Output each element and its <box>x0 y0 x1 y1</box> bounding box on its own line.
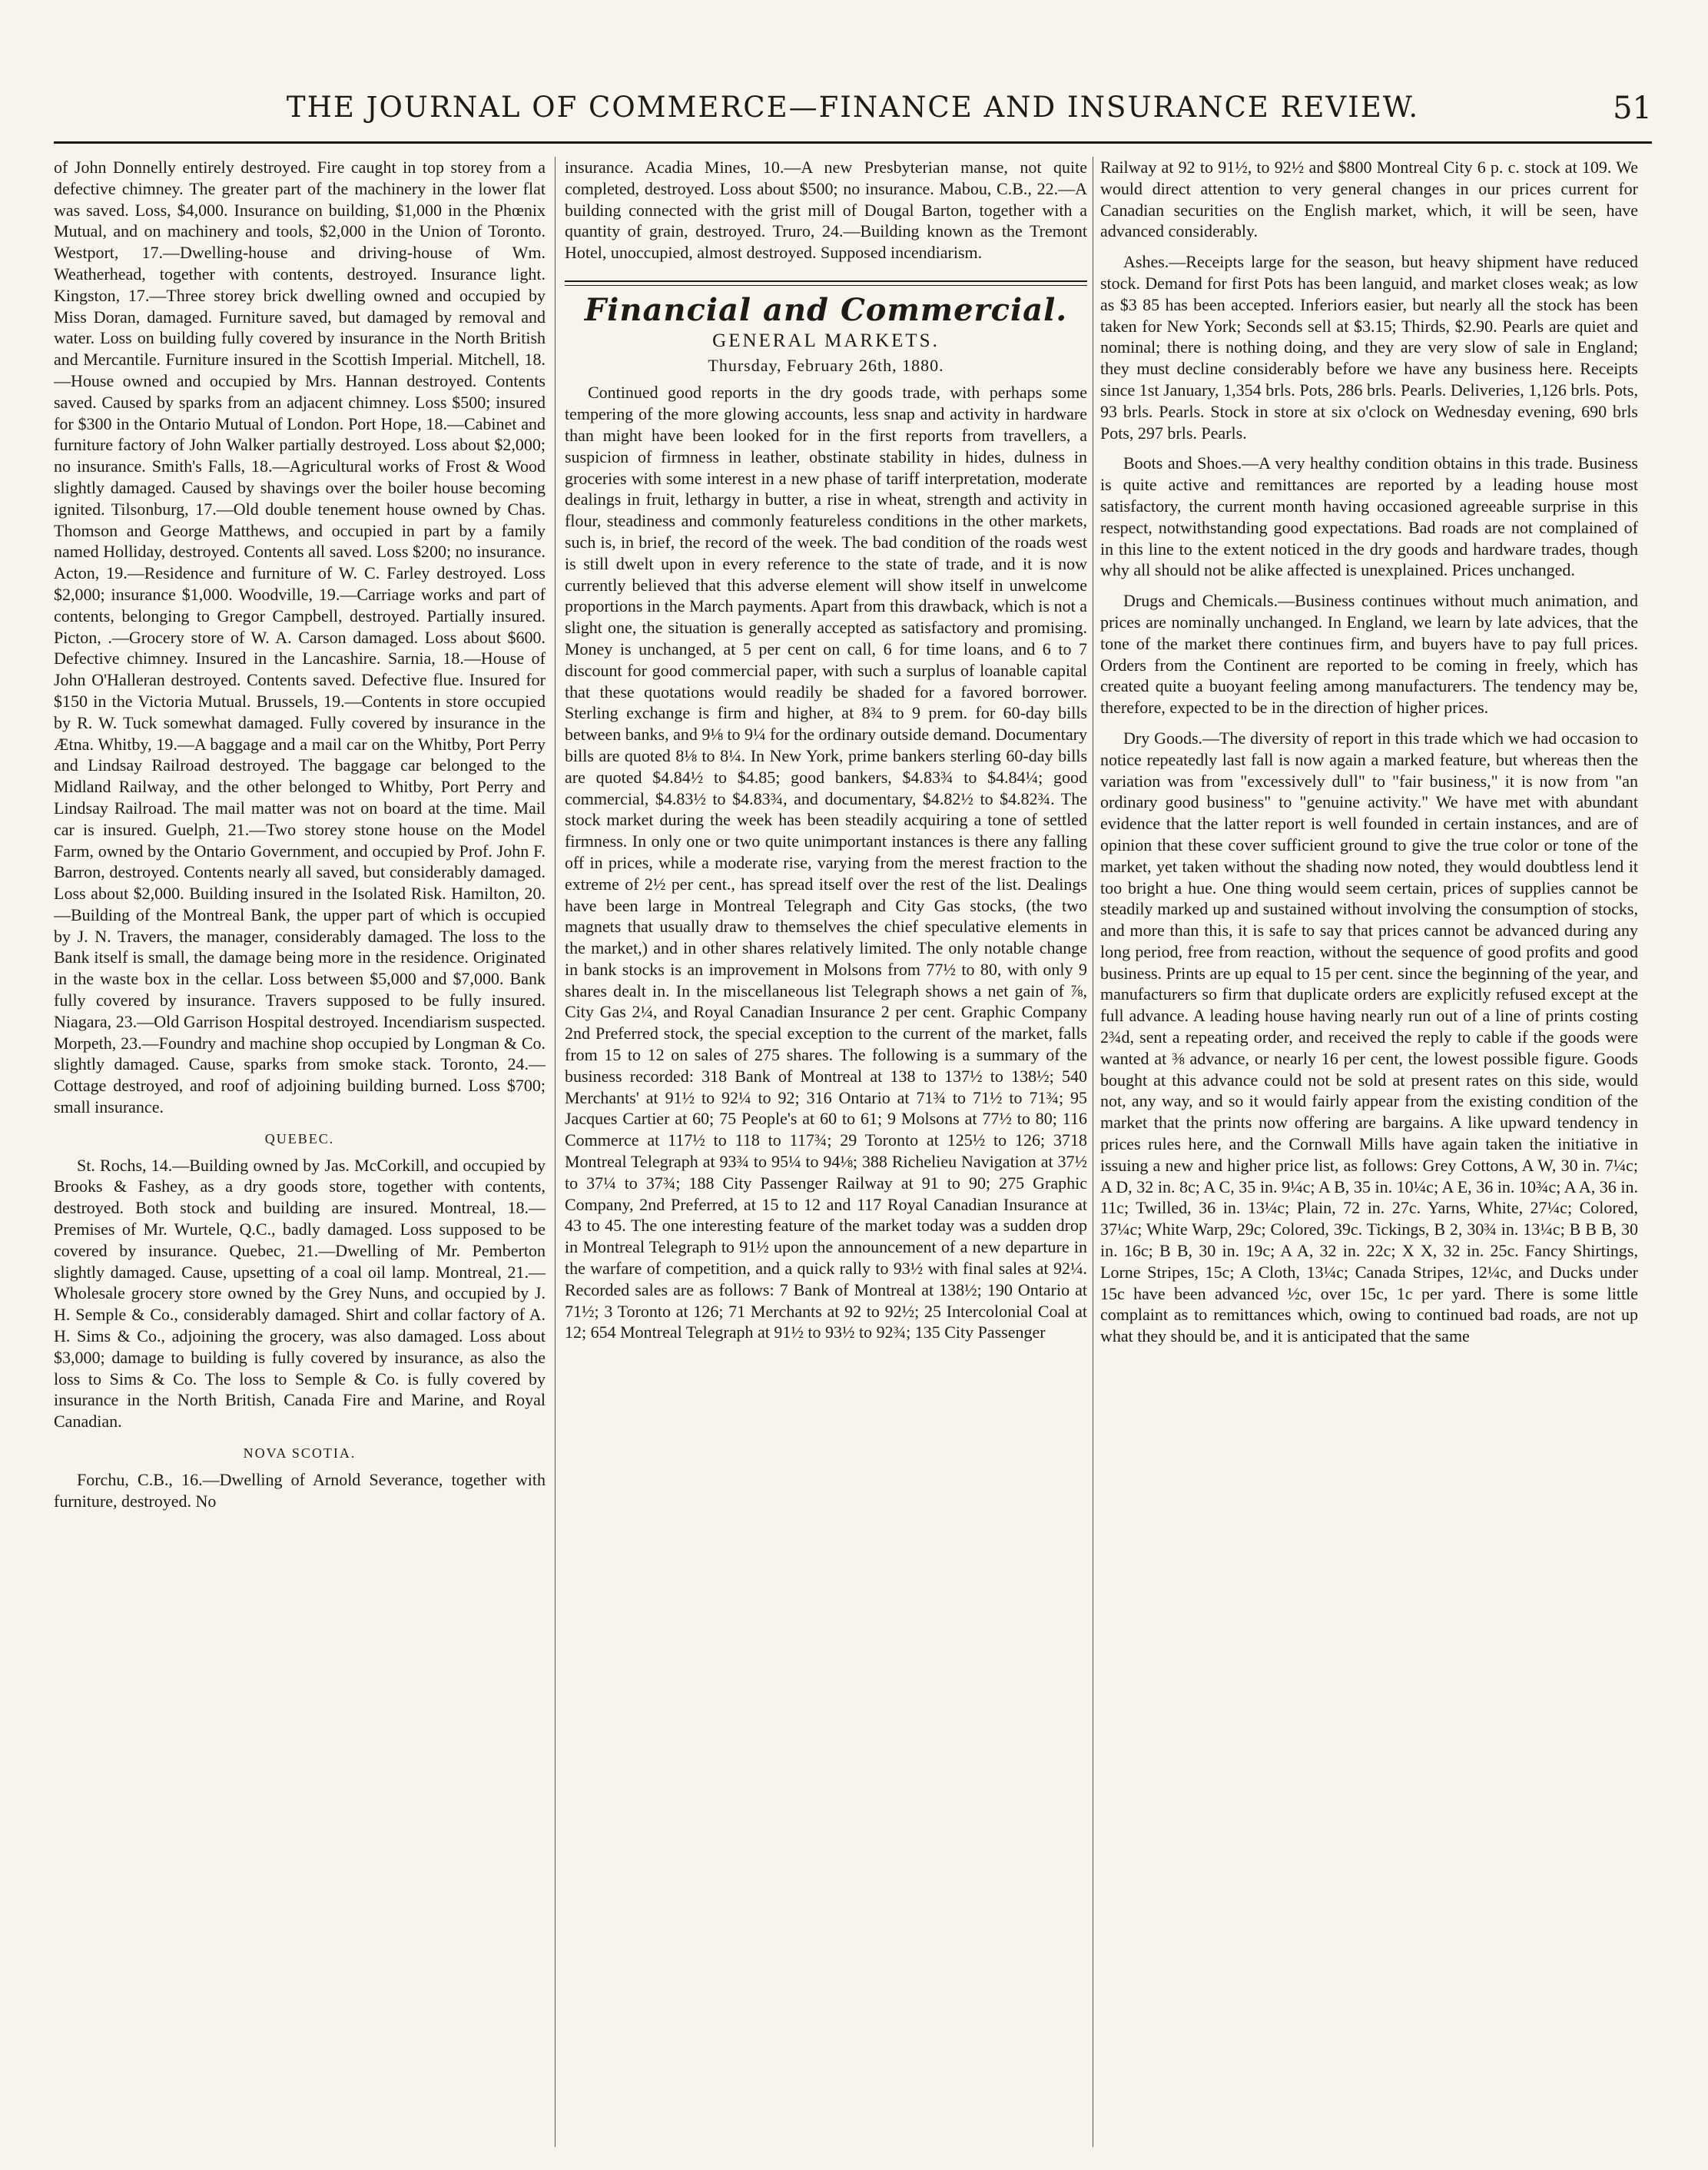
page-number: 51 <box>1613 91 1652 126</box>
fire-reports-ontario: of John Donnelly entirely destroyed. Fire caught in top storey from a defective chimney. The greater part of the machinery in the lower flat was saved. Loss, $4,000. Insurance on building, $1,000 in the Phœnix Mutual, and on machinery and tools, $2,000 in the Union of Toronto. Westport, 17.—Dwelling-house and driving-house of Wm. Weatherhead, together with contents, destroyed. Insurance light. Kingston, 17.—Three storey brick dwelling owned and occupied by Miss Doran, damaged. Furniture saved, but damaged by removal and water. Loss on building fully covered by insurance in the North British and Mercantile. Furniture insured in the Scottish Imperial. Mitchell, 18.—House owned and occupied by Mrs. Hannan destroyed. Contents saved. Caused by sparks from an adjacent chimney. Loss $500; insured for $300 in the Ontario Mutual of London. Port Hope, 18.—Cabinet and furniture factory of John Walker partially destroyed. Loss about $2,000; no insurance. Smith's Falls, 18.—Agricultural works of Frost & Wood slightly damaged. Caused by shavings over the boiler house becoming ignited. Tilsonburg, 17.—Old double tenement house owned by Chas. Thomson and George Matthews, and occupied in part by a family named Holliday, destroyed. Contents all saved. Loss $200; no insurance. Acton, 19.—Residence and furniture of W. C. Farley destroyed. Loss $2,000; insurance $1,000. Woodville, 19.—Carriage works and part of contents, belonging to Gregor Campbell, destroyed. Partially insured. Picton, .—Grocery store of W. A. Carson damaged. Loss about $600. Defective chimney. Insured in the Lancashire. Sarnia, 18.—House of John O'Halleran destroyed. Contents saved. Defective flue. Insured for $150 in the Victoria Mutual. Brussels, 19.—Contents in store occupied by R. W. Tuck somewhat damaged. Fully covered by insurance in the Ætna. Whitby, 19.—A baggage and a mail car on the Whitby, Port Perry and Lindsay Railroad destroyed. The baggage car belonged to the Midland Railway, and the other belonged to Whitby, Port Perry and Lindsay Railroad. The mail matter was not on board at the time. Mail car is insured. Guelph, 21.—Two storey stone house on the Model Farm, owned by the Ontario Government, and occupied by Prof. John F. Barron, destroyed. Contents nearly all saved, but considerably damaged. Loss about $2,000. Building insured in the Isolated Risk. Hamilton, 20.—Building of the Montreal Bank, the upper part of which is occupied by J. N. Travers, the manager, considerably damaged. The loss to the Bank itself is small, the damage being more in the residence. Originated in the waste box in the cellar. Loss between $5,000 and $7,000. Bank fully covered by insurance. Travers supposed to be fully insured. Niagara, 23.—Old Garrison Hospital destroyed. Incendiarism suspected. Morpeth, 23.—Foundry and machine shop occupied by Longman & Co. slightly damaged. Cause, sparks from smoke stack. Toronto, 24.—Cottage destroyed, and roof of adjoining building burned. Loss $700; small insurance. <box>54 158 546 1117</box>
section-rule <box>565 280 1087 282</box>
column-left <box>54 157 546 2155</box>
fire-reports-quebec: St. Rochs, 14.—Building owned by Jas. McCorkill, and occupied by Brooks & Fashey, as a dry goods store, together with contents, destroyed. Both stock and building are insured. Montreal, 18.—Premises of Mr. Wurtele, Q.C., badly damaged. Loss supposed to be covered by insurance. Quebec, 21.—Dwelling of Mr. Pemberton slightly damaged. Cause, upsetting of a coal oil lamp. Montreal, 21.—Wholesale grocery store owned by the Grey Nuns, and occupied by J. H. Semple & Co., considerably damaged. Shirt and collar factory of A. H. Sims & Co., adjoining the grocery, was also damaged. Loss about $3,000; damage to building is fully covered by insurance, as also the loss to Sims & Co. The loss to Semple & Co. is fully covered by insurance in the North British, Canada Fire and Marine, and Royal Canadian. <box>54 1155 546 1432</box>
column-right <box>1100 157 1638 2155</box>
fire-reports-nova-scotia: Forchu, C.B., 16.—Dwelling of Arnold Severance, together with furniture, destroyed. No <box>54 1469 546 1511</box>
section-title: Financial and Commercial. <box>584 291 1068 328</box>
page-header <box>54 91 1652 137</box>
running-title: THE JOURNAL OF COMMERCE—FINANCE AND INSURANCE REVIEW. <box>286 91 1420 124</box>
nova-scotia-heading: NOVA SCOTIA. <box>243 1445 357 1462</box>
markets-paragraph-continued: Railway at 92 to 91½, to 92½ and $800 Montreal City 6 p. c. stock at 109. We would direct attention to very general changes in our prices current for Canadian securities on the English market, which, it will be seen, have advanced considerably. <box>1100 158 1638 241</box>
column-divider <box>555 157 556 2147</box>
markets-date: Thursday, February 26th, 1880. <box>708 355 944 375</box>
dry-goods-report: Dry Goods.—The diversity of report in this trade which we had occasion to notice repeatedly last fall is now again a marked feature, but whereas then the variation was from "excessively dull" to "fair business," it is now from "an ordinary good business" to "genuine activity." We have met with abundant evidence that the latter report is well founded in certain instances, and are of opinion that these cover sufficient ground to give the true color or tone of the market, yet taken without the shading now noted, they would doubtless lend it too bright a hue. One thing would seem certain, prices of supplies cannot be steadily marked up and sustained without involving the consumption of stocks, and more than this, it is safe to say that prices cannot be advanced during any long period, free from reaction, without the sequence of good profits and good business. Prints are up equal to 15 per cent. since the beginning of the year, and manufacturers so firm that duplicate orders are explicitly refused except at the full advance. A leading house having nearly run out of a line of prints costing 2¾d, sent a repeating order, and received the reply to cable if the goods were wanted at ⅜ advance, or nearly 16 per cent, the lowest possible figure. Goods bought at this advance could not be sold at present rates on this side, would not, any way, and so it would fairly appear from the existing condition of the market that the prints now offering are bargains. A like upward tendency in prices rules here, and the Cornwall Mills have again taken the initiative in issuing a new and higher price list, as follows: Grey Cottons, A W, 30 in. 7¼c; A D, 32 in. 8c; A C, 35 in. 9¼c; A B, 35 in. 10¼c; A E, 36 in. 10¾c; A A, 36 in. 11c; Twilled, 36 in. 13¼c; Plain, 72 in. 27c. Yarns, White, 27¼c; Colored, 37¼c; White Warp, 29c; Colored, 39c. Tickings, B 2, 30¾ in. 13¼c; B B B, 30 in. 16c; B B, 30 in. 19c; A A, 32 in. 22c; X X, 32 in. 25c. Fancy Shirtings, Lorne Stripes, 15c; A Cloth, 13¼c; Canada Stripes, 12¼c, and Ducks under 15c have been advanced ½c, over 15c, 1c per yard. There is some little complaint as to remittances which, owing to continued bad roads, are not up what they should be, and it is anticipated that the same <box>1100 728 1638 1346</box>
column-middle <box>565 157 1087 2155</box>
header-rule <box>54 141 1652 144</box>
boots-and-shoes-report: Boots and Shoes.—A very healthy condition obtains in this trade. Business is quite active and remittances are reported by a leading house most satisfactory, the current month having occasioned agreeable surprise in this respect, notwithstanding good expectations. Bad roads are not complained of in this line to the extent noticed in the dry goods and hardware trades, though why all should not be alike affected is unexplained. Prices unchanged. <box>1100 453 1638 580</box>
markets-paragraph: Continued good reports in the dry goods trade, with perhaps some tempering of the more glowing accounts, less snap and activity in hardware than might have been looked for in the first reports from travellers, a suspicion of firmness in leather, obstinate stability in hides, dulness in groceries with some interest in a new phase of tariff interpretation, moderate dealings in fruit, lethargy in butter, a rise in wheat, strength and activity in flour, steadiness and commonly featureless conditions in the other markets, such is, in brief, the record of the week. The bad condition of the roads west is still dwelt upon in every reference to the state of trade, and it is now currently believed that this adverse element will show itself in unwelcome proportions in the March payments. Apart from this drawback, which is not a slight one, the situation is generally accepted as satisfactory and promising. Money is unchanged, at 5 per cent on call, 6 for time loans, and 6 to 7 discount for good commercial paper, with such a surplus of loanable capital that these quotations would readily be shaded for a favored borrower. Sterling exchange is firm and higher, at 8¾ to 9 prem. for 60-day bills between banks, and 9⅛ to 9¼ for the ordinary outside demand. Documentary bills are quoted 8⅛ to 8¼. In New York, prime bankers sterling 60-day bills are quoted $4.84½ to $4.85; good bankers, $4.83¾ to $4.84¼; good commercial, $4.83½ to $4.83¾, and documentary, $4.82½ to $4.82¾. The stock market during the week has been steadily acquiring a tone of settled firmness. In only one or two quite unimportant instances is there any falling off in prices, while a moderate rise, varying from the merest fraction to the extreme of 2½ per cent., has spread itself over the rest of the list. Dealings have been large in Montreal Telegraph and City Gas stocks, (the two magnets that usually draw to themselves the chief speculative elements in the market,) and in other shares relatively limited. The only notable change in bank stocks is an improvement in Molsons from 77½ to 80, with only 9 shares dealt in. In the miscellaneous list Telegraph shows a net gain of ⅞, City Gas 2¼, and Royal Canadian Insurance 2 per cent. Graphic Company 2nd Preferred stock, the special exception to the current of the market, falls from 15 to 12 on sales of 275 shares. The following is a summary of the business recorded: 318 Bank of Montreal at 138 to 137½ to 138½; 540 Merchants' at 91½ to 92¼ to 92; 316 Ontario at 71¾ to 71½ to 71¾; 95 Jacques Cartier at 60; 75 People's at 60 to 61; 9 Molsons at 77½ to 80; 116 Commerce at 117½ to 118 to 117¾; 29 Toronto at 125½ to 126; 3718 Montreal Telegraph at 93¾ to 95¼ to 94⅛; 388 Richelieu Navigation at 37½ to 37¼ to 37¾; 188 City Passenger Railway at 91 to 90; 275 Graphic Company, 2nd Preferred, at 15 to 12 and 117 Royal Canadian Insurance at 43 to 45. The one interesting feature of the market today was a sudden drop in Montreal Telegraph to 91½ upon the announcement of a new departure in the warfare of competition, and a quick rally to 93½ with final sales at 92¼. Recorded sales are as follows: 7 Bank of Montreal at 138½; 190 Ontario at 71½; 3 Toronto at 126; 71 Merchants at 92 to 92½; 25 Intercolonial Coal at 12; 654 Montreal Telegraph at 91½ to 93½ to 92¾; 135 City Passenger <box>565 383 1087 1342</box>
fire-reports-continued: insurance. Acadia Mines, 10.—A new Presbyterian manse, not quite completed, destroyed. Loss about $500; no insurance. Mabou, C.B., 22.—A building connected with the grist mill of Dougal Barton, together with a quantity of grain, destroyed. Truro, 24.—Building known as the Tremont Hotel, unoccupied, almost destroyed. Supposed incendiarism. <box>565 158 1087 263</box>
section-rule <box>565 285 1087 286</box>
markets-title: GENERAL MARKETS. <box>712 330 940 351</box>
ashes-report: Ashes.—Receipts large for the season, but heavy shipment have reduced stock. Demand for first Pots has been languid, and market closes weak; as low as $3 85 has been accepted. Inferiors easier, but nearly all the stock has been taken for New York; Seconds sell at $3.15; Thirds, $2.90. Pearls are quiet and nominal; there is nothing doing, and they are very slow of sale in England; they must decline considerably before we have any business here. Receipts since 1st January, 1,354 brls. Pots, 286 brls. Pearls. Deliveries, 1,126 brls. Pots, 93 brls. Pearls. Stock in store at six o'clock on Wednesday evening, 690 brls Pots, 297 brls. Pearls. <box>1100 252 1638 443</box>
drugs-and-chemicals-report: Drugs and Chemicals.—Business continues without much animation, and prices are nominally unchanged. In England, we learn by late advices, that the tone of the market there continues firm, and buyers have to pay full prices. Orders from the Continent are reported to be coming in freely, which has created quite a buoyant feeling among manufacturers. The tendency may be, therefore, expected to be in the direction of higher prices. <box>1100 591 1638 718</box>
quebec-heading: QUEBEC. <box>264 1130 335 1146</box>
